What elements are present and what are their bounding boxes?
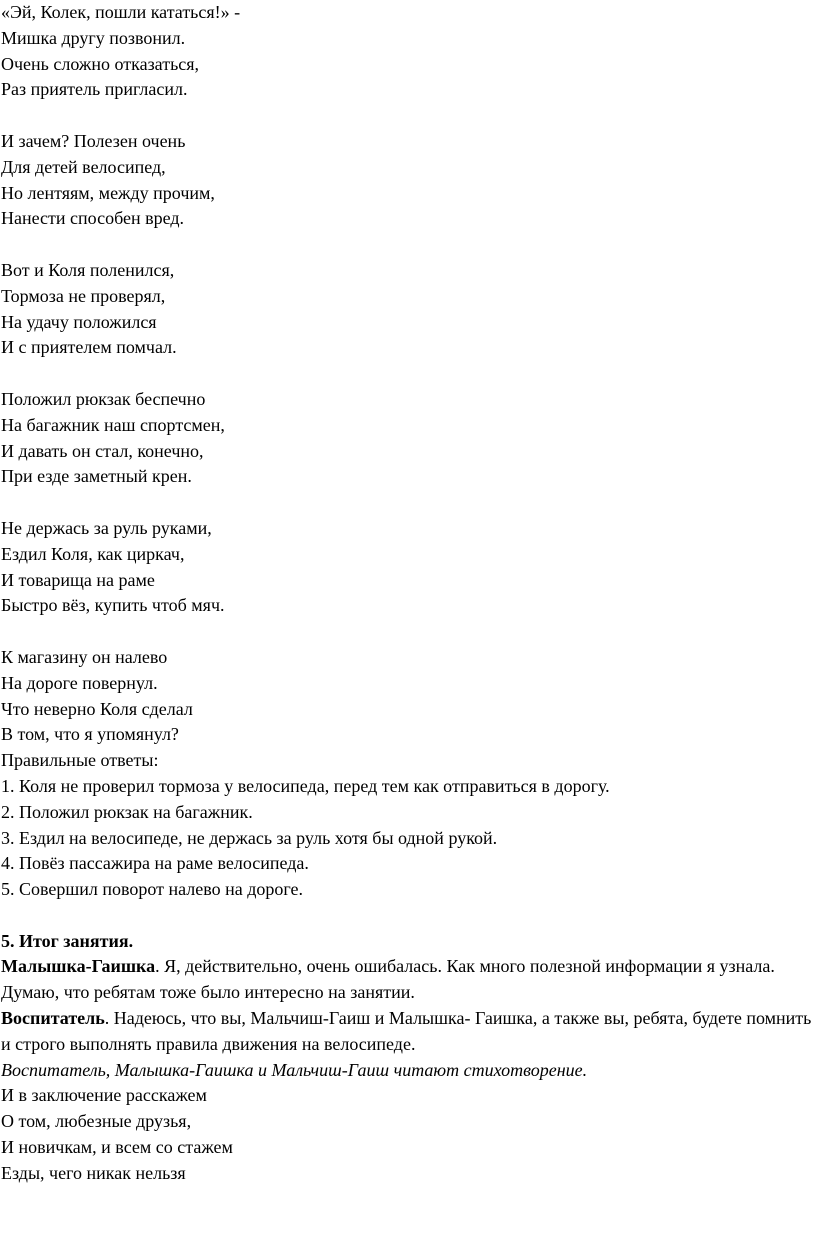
poem-stanza — [1, 258, 813, 361]
answers-block — [1, 748, 813, 903]
poem-line: И давать он стал, конечно, — [1, 440, 204, 461]
poem-line: В том, что я упомянул? — [1, 724, 179, 745]
poem-line: Ездил Коля, как циркач, — [1, 543, 185, 564]
speaker-name: Воспитатель — [1, 1008, 105, 1029]
poem-line: Раз приятель пригласил. — [1, 79, 188, 100]
poem-line: На дороге повернул. — [1, 672, 158, 693]
answer-item: 2. Положил рюкзак на багажник. — [1, 801, 253, 822]
dialogue-text: . Я, действительно, очень ошибалась. Как много полезной информации я узнала. Думаю, что ребятам тоже было интересно на занятии. — [1, 956, 775, 1003]
poem-line: Нанести способен вред. — [1, 208, 185, 229]
poem-stanza — [1, 387, 813, 490]
poem-stanza — [1, 516, 813, 619]
dialogue-paragraph — [1, 954, 813, 1006]
speaker-name: Малышка-Гаишка — [1, 956, 156, 977]
poem-line: При езде заметный крен. — [1, 466, 192, 487]
poem-line: И в заключение расскажем — [1, 1085, 207, 1106]
dialogue-text: . Надеюсь, что вы, Мальчиш-Гаиш и Малышка- Гаишка, а также вы, ребята, будете помнить и строго выполнять правила движения на велосипеде. — [1, 1008, 812, 1054]
poem-line: Вот и Коля поленился, — [1, 259, 175, 280]
poem-line: К магазину он налево — [1, 646, 168, 667]
poem-line: Мишка другу позвонил. — [1, 27, 186, 48]
answer-item: 3. Ездил на велосипеде, не держась за руль хотя бы одной рукой. — [1, 827, 498, 848]
dialogue-paragraph — [1, 1006, 813, 1058]
poem-line: На удачу положился — [1, 311, 157, 332]
section-title: 5. Итог занятия. — [1, 930, 134, 951]
stanza-gap — [1, 619, 813, 645]
poem-line: Но лентяям, между прочим, — [1, 182, 215, 203]
poem-stanza — [1, 645, 813, 748]
poem-line: Что неверно Коля сделал — [1, 698, 193, 719]
poem-line: Для детей велосипед, — [1, 156, 166, 177]
poem-line: И товарища на раме — [1, 569, 155, 590]
stanza-gap — [1, 361, 813, 387]
answer-item: 5. Совершил поворот налево на дороге. — [1, 879, 304, 900]
stanza-gap — [1, 103, 813, 129]
stanza-gap — [1, 232, 813, 258]
closing-poem — [1, 1083, 813, 1186]
stanza-gap — [1, 490, 813, 516]
poem-stanza — [1, 129, 813, 232]
answers-heading: Правильные ответы: — [1, 750, 159, 771]
answer-item: 1. Коля не проверил тормоза у велосипеда, перед тем как отправиться в дорогу. — [1, 775, 610, 796]
stage-direction: Воспитатель, Малышка-Гаишка и Мальчиш-Гаиш читают стихотворение. — [1, 1059, 588, 1080]
poem-line: Очень сложно отказаться, — [1, 53, 200, 74]
poem-line: И новичкам, и всем со стажем — [1, 1137, 233, 1158]
poem-line: Положил рюкзак беспечно — [1, 388, 206, 409]
summary-section — [1, 929, 813, 1187]
poem-line: На багажник наш спортсмен, — [1, 414, 225, 435]
poem-stanza — [1, 0, 813, 103]
poem-line: Езды, чего никак нельзя — [1, 1162, 186, 1183]
poem-line: О том, любезные друзья, — [1, 1111, 192, 1132]
poem-line: И с приятелем помчал. — [1, 337, 177, 358]
poem-line: «Эй, Колек, пошли кататься!» - — [1, 2, 241, 22]
section-gap — [1, 903, 813, 929]
poem-line: Тормоза не проверял, — [1, 285, 166, 306]
document-page — [1, 0, 813, 1187]
poem-line: И зачем? Полезен очень — [1, 130, 186, 151]
answer-item: 4. Повёз пассажира на раме велосипеда. — [1, 853, 309, 874]
poem-line: Не держась за руль руками, — [1, 517, 212, 538]
poem-line: Быстро вёз, купить чтоб мяч. — [1, 595, 225, 616]
